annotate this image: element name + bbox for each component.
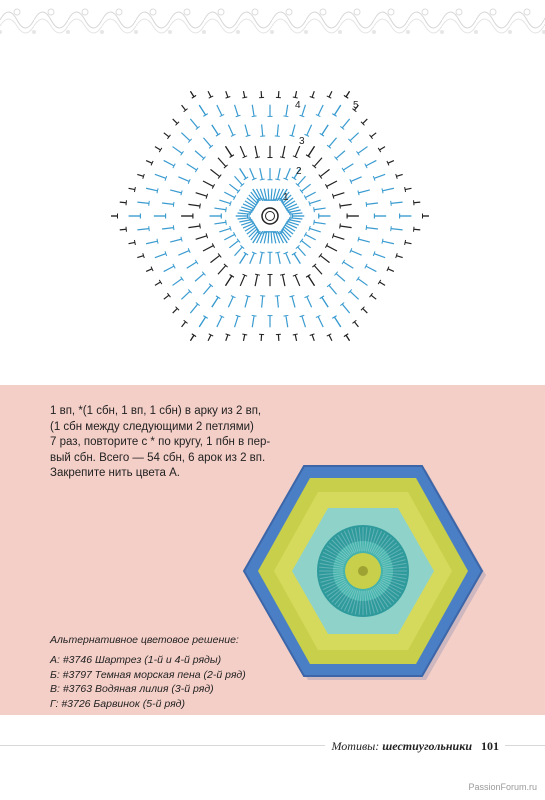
- stitch-bar: [314, 207, 315, 212]
- stitch-bar: [230, 226, 231, 231]
- stitch-mark: [264, 232, 266, 243]
- stitch-bar: [283, 116, 288, 117]
- stitch-bar: [382, 239, 383, 244]
- stitch-bar: [396, 253, 397, 258]
- stitch-bar: [332, 233, 333, 238]
- stitch-mark: [307, 297, 312, 308]
- stitch-mark: [396, 174, 402, 176]
- stitch-mark: [298, 247, 306, 256]
- stitch-mark: [358, 147, 368, 154]
- stitch-mark: [219, 200, 230, 203]
- stitch-mark: [329, 91, 332, 97]
- stitch-bar: [246, 296, 251, 297]
- stitch-mark: [366, 266, 376, 271]
- stitch-mark: [312, 91, 314, 97]
- stitch-mark: [307, 125, 312, 136]
- stitch-mark: [182, 322, 186, 327]
- stitch-bar: [293, 334, 298, 335]
- stitch-mark: [137, 174, 143, 176]
- stitch-bar: [206, 194, 207, 199]
- alternative-color-scheme: [50, 633, 290, 711]
- stitch-bar: [391, 226, 392, 231]
- stitch-bar: [289, 210, 290, 215]
- stitch-mark: [336, 274, 345, 282]
- stitch-mark: [212, 125, 218, 135]
- stitch-mark: [268, 232, 269, 244]
- stitch-mark: [333, 236, 344, 239]
- stitch-bar: [173, 225, 174, 230]
- stitch-mark: [187, 164, 197, 170]
- stitch-mark: [210, 255, 219, 262]
- stitch-mark: [363, 119, 368, 124]
- stitch-mark: [226, 91, 228, 97]
- instruction-line: 1 вп, *(1 сбн, 1 вп, 1 сбн) в арку из 2 вп,: [50, 405, 262, 417]
- stitch-mark: [308, 276, 314, 286]
- stitch-mark: [217, 105, 222, 116]
- stitch-bar: [157, 239, 158, 244]
- stitch-mark: [218, 266, 226, 275]
- stitch-mark: [268, 189, 269, 201]
- instruction-line: (1 сбн между следующими 2 петлями): [50, 420, 254, 433]
- stitch-mark: [173, 279, 183, 286]
- stitch-mark: [391, 229, 403, 230]
- stitch-mark: [203, 181, 213, 186]
- stitch-mark: [310, 228, 321, 231]
- stitch-bar: [391, 201, 392, 206]
- stitch-mark: [350, 291, 359, 299]
- stitch-mark: [238, 213, 250, 214]
- stitch-bar: [283, 315, 288, 316]
- stitch-mark: [346, 91, 349, 96]
- stitch-bar: [226, 220, 227, 225]
- stitch-mark: [225, 276, 231, 286]
- stitch-mark: [137, 202, 149, 203]
- color-item: Г: #3726 Барвинок (5-й ряд): [50, 697, 185, 710]
- stitch-bar: [252, 315, 257, 316]
- crochet-chart-diagram: [95, 66, 445, 364]
- stitch-mark: [282, 275, 284, 286]
- stitch-mark: [350, 133, 359, 141]
- stitch-mark: [286, 105, 288, 117]
- row-label-1: 1: [283, 192, 289, 203]
- stitch-bar: [405, 187, 406, 192]
- stitch-mark: [358, 190, 369, 193]
- stitch-mark: [225, 146, 231, 156]
- stitch-mark: [301, 184, 310, 191]
- stitch-mark: [235, 105, 239, 116]
- stitch-mark: [396, 256, 402, 258]
- stitch-mark: [333, 193, 344, 196]
- color-item: Б: #3797 Темная морская пена (2-й ряд): [50, 668, 246, 681]
- stitch-mark: [252, 105, 254, 117]
- stitch-mark: [286, 253, 291, 264]
- stitch-mark: [329, 335, 332, 341]
- stitch-mark: [343, 164, 353, 170]
- stitch-mark: [336, 151, 345, 159]
- stitch-mark: [366, 160, 376, 165]
- stitch-mark: [334, 317, 340, 327]
- stitch-mark: [273, 189, 275, 200]
- row-label-3: 3: [299, 136, 305, 147]
- stitch-mark: [262, 296, 263, 308]
- stitch-bar: [206, 233, 207, 238]
- stitch-mark: [164, 133, 169, 137]
- stitch-mark: [190, 91, 193, 96]
- stitch-bar: [287, 208, 288, 213]
- stitch-bar: [252, 219, 253, 224]
- stitch-mark: [379, 147, 385, 150]
- stitch-mark: [219, 228, 230, 231]
- stitch-mark: [214, 208, 226, 210]
- stitch-mark: [217, 316, 222, 327]
- stitch-bar: [280, 157, 285, 158]
- stitch-mark: [228, 125, 233, 136]
- stitch-mark: [228, 297, 233, 308]
- stitch-bar: [173, 202, 174, 207]
- stitch-mark: [327, 246, 337, 251]
- stitch-mark: [388, 269, 394, 272]
- stitch-bar: [230, 201, 231, 206]
- row-label-2: 2: [296, 166, 302, 177]
- stitch-mark: [294, 254, 300, 264]
- stitch-mark: [295, 146, 300, 157]
- stitch-mark: [155, 254, 166, 258]
- stitch-mark: [229, 184, 238, 191]
- stitch-mark: [224, 234, 234, 239]
- stitch-mark: [277, 124, 278, 136]
- stitch-bar: [358, 237, 359, 242]
- stitch-mark: [314, 208, 326, 210]
- stitch-bar: [242, 97, 247, 98]
- stitch-mark: [310, 200, 321, 203]
- stitch-mark: [255, 275, 257, 286]
- stitch-mark: [351, 177, 362, 182]
- stitch-mark: [314, 158, 322, 167]
- stitch-bar: [255, 274, 260, 275]
- instruction-line: вый сбн. Всего — 54 сбн, 6 арок из 2 вп.: [50, 451, 266, 464]
- stitch-bar: [366, 202, 367, 207]
- stitch-bar: [181, 237, 182, 242]
- stitch-bar: [396, 174, 397, 179]
- stitch-mark: [137, 256, 143, 258]
- stitch-mark: [305, 234, 315, 239]
- stitch-mark: [146, 161, 152, 164]
- stitch-mark: [129, 242, 135, 243]
- stitch-mark: [164, 295, 169, 299]
- stitch-bar: [200, 223, 201, 228]
- stitch-mark: [188, 226, 200, 228]
- stitch-mark: [240, 146, 245, 157]
- stitch-mark: [199, 105, 205, 115]
- stitch-mark: [314, 266, 322, 275]
- stitch-mark: [334, 105, 340, 115]
- instruction-line: Закрепите нить цвета А.: [50, 467, 180, 480]
- stitch-mark: [271, 232, 272, 244]
- stitch-mark: [278, 168, 280, 179]
- stitch-bar: [290, 135, 295, 136]
- stitch-mark: [302, 316, 306, 327]
- stitch-mark: [164, 266, 174, 271]
- stitch-mark: [318, 316, 323, 327]
- stitch-mark: [278, 252, 280, 263]
- stitch-bar: [181, 190, 182, 195]
- stitch-mark: [155, 282, 161, 285]
- stitch-mark: [120, 202, 126, 203]
- stitch-mark: [170, 239, 181, 242]
- stitch-mark: [292, 296, 295, 307]
- stitch-mark: [273, 232, 275, 243]
- stitch-mark: [329, 285, 337, 294]
- stitch-mark: [318, 105, 323, 116]
- stitch-mark: [240, 168, 246, 178]
- stitch-mark: [240, 254, 246, 264]
- stitch-mark: [329, 138, 337, 147]
- stitch-mark: [155, 174, 166, 178]
- stitch-mark: [190, 335, 193, 340]
- stitch-bar: [250, 217, 251, 222]
- page-footer: [325, 739, 505, 754]
- stitch-mark: [282, 146, 284, 157]
- stitch-mark: [286, 168, 291, 179]
- stitch-mark: [226, 335, 228, 341]
- stitch-mark: [302, 105, 306, 116]
- stitch-mark: [374, 174, 385, 178]
- stitch-bar: [290, 296, 295, 297]
- stitch-mark: [388, 161, 394, 164]
- stitch-mark: [391, 202, 403, 203]
- stitch-mark: [203, 246, 213, 251]
- stitch-mark: [312, 335, 314, 341]
- stitch-mark: [195, 274, 204, 282]
- stitch-bar: [275, 179, 280, 180]
- stitch-bar: [275, 252, 280, 253]
- stitch-mark: [327, 181, 337, 186]
- stitch-mark: [188, 204, 200, 206]
- stitch-mark: [260, 252, 262, 263]
- stitch-bar: [405, 240, 406, 245]
- stitch-mark: [308, 146, 314, 156]
- stitch-mark: [224, 192, 234, 197]
- stitch-mark: [240, 275, 245, 286]
- stitch-bar: [143, 174, 144, 179]
- stitch-mark: [162, 203, 174, 204]
- stitch-mark: [342, 119, 349, 128]
- stitch-bar: [382, 188, 383, 193]
- stitch-bar: [260, 179, 265, 180]
- stitch-mark: [173, 147, 183, 154]
- stitch-mark: [298, 176, 306, 185]
- stitch-mark: [358, 279, 368, 286]
- stitch-mark: [146, 269, 152, 272]
- stitch-mark: [245, 125, 248, 136]
- stitch-bar: [293, 97, 298, 98]
- stitch-mark: [277, 296, 278, 308]
- stitch-mark: [340, 226, 352, 228]
- chart-center-ring: [262, 208, 278, 224]
- stitch-bar: [366, 225, 367, 230]
- stitch-mark: [235, 316, 239, 327]
- stitch-mark: [255, 146, 257, 157]
- stitch-bar: [149, 201, 150, 206]
- stitch-mark: [199, 317, 205, 327]
- stitch-bar: [149, 226, 150, 231]
- page-number: 101: [481, 739, 499, 753]
- stitch-mark: [120, 229, 126, 230]
- stitch-mark: [218, 158, 226, 167]
- stitch-mark: [164, 160, 174, 165]
- stitch-mark: [181, 133, 190, 141]
- footer-subsection: шестиугольники: [382, 739, 472, 753]
- stitch-mark: [295, 275, 300, 286]
- stitch-mark: [295, 91, 296, 97]
- stitch-mark: [239, 210, 250, 212]
- stitch-mark: [129, 188, 135, 189]
- stitch-mark: [405, 188, 411, 189]
- stitch-mark: [363, 308, 368, 313]
- stitch-mark: [214, 222, 226, 224]
- row-label-4: 4: [295, 100, 301, 111]
- stitch-mark: [196, 193, 207, 196]
- stitch-mark: [235, 176, 243, 185]
- stitch-mark: [190, 119, 197, 128]
- stitch-mark: [178, 177, 189, 182]
- stitch-mark: [245, 296, 248, 307]
- stitch-bar: [332, 194, 333, 199]
- stitch-mark: [235, 247, 243, 256]
- alternative-title: Альтернативное цветовое решение:: [50, 634, 239, 646]
- stitch-mark: [366, 228, 378, 229]
- stitch-bar: [255, 157, 260, 158]
- stitch-bar: [340, 204, 341, 209]
- row-label-5: 5: [353, 100, 359, 111]
- color-item: В: #3763 Водяная лилия (3-й ряд): [50, 683, 214, 696]
- stitch-mark: [210, 169, 219, 176]
- stitch-mark: [371, 295, 376, 299]
- stitch-mark: [203, 138, 211, 147]
- stitch-bar: [226, 207, 227, 212]
- stitch-mark: [173, 308, 178, 313]
- stitch-mark: [405, 242, 411, 243]
- stitch-bar: [309, 226, 310, 231]
- stitch-bar: [134, 240, 135, 245]
- stitch-mark: [346, 335, 349, 340]
- stitch-mark: [289, 220, 300, 222]
- stitch-mark: [382, 241, 393, 244]
- stitch-bar: [260, 252, 265, 253]
- decorative-top-border: [0, 0, 545, 40]
- stitch-bar: [157, 188, 158, 193]
- stitch-bar: [280, 274, 285, 275]
- stitch-mark: [229, 241, 238, 248]
- instruction-line: 7 раз, повторите с * по кругу, 1 пбн в пер-: [50, 436, 271, 449]
- stitch-mark: [320, 169, 329, 176]
- stitch-bar: [314, 220, 315, 225]
- stitch-mark: [286, 316, 288, 328]
- stitch-mark: [314, 222, 326, 224]
- stitch-mark: [340, 204, 352, 206]
- stitch-mark: [187, 262, 197, 268]
- stitch-mark: [250, 168, 255, 179]
- stitch-mark: [208, 91, 211, 97]
- watermark: PassionForum.ru: [468, 782, 537, 792]
- stitch-mark: [374, 254, 385, 258]
- stitch-mark: [264, 189, 266, 200]
- stitch-bar: [340, 223, 341, 228]
- stitch-bar: [200, 204, 201, 209]
- stitch-mark: [320, 255, 329, 262]
- stitch-mark: [252, 316, 254, 328]
- stitch-bar: [134, 187, 135, 192]
- stitch-mark: [170, 190, 181, 193]
- stitch-mark: [271, 189, 272, 201]
- stitch-mark: [195, 151, 204, 159]
- stitch-mark: [366, 203, 378, 204]
- color-item: А: #3746 Шартрез (1-й и 4-й ряды): [50, 654, 222, 667]
- stitch-mark: [146, 241, 157, 244]
- stitch-mark: [243, 91, 244, 97]
- stitch-mark: [137, 229, 149, 230]
- stitch-mark: [203, 285, 211, 294]
- stitch-mark: [322, 125, 328, 135]
- stitch-mark: [208, 335, 211, 341]
- stitch-mark: [382, 188, 393, 191]
- stitch-mark: [178, 251, 189, 256]
- stitch-mark: [295, 335, 296, 341]
- stitch-mark: [305, 192, 315, 197]
- stitch-mark: [155, 147, 161, 150]
- stitch-mark: [343, 262, 353, 268]
- stitch-bar: [246, 135, 251, 136]
- stitch-mark: [173, 119, 178, 124]
- stitch-mark: [414, 202, 420, 203]
- stitch-mark: [196, 236, 207, 239]
- stitch-mark: [212, 297, 218, 307]
- stitch-bar: [309, 201, 310, 206]
- stitch-mark: [181, 291, 190, 299]
- stitch-mark: [358, 239, 369, 242]
- stitch-mark: [190, 304, 197, 313]
- stitch-bar: [252, 116, 257, 117]
- stitch-mark: [342, 304, 349, 313]
- stitch-mark: [371, 133, 376, 137]
- stitch-mark: [379, 282, 385, 285]
- stitch-bar: [143, 253, 144, 258]
- stitch-mark: [250, 253, 255, 264]
- chart-rings: [111, 91, 429, 341]
- stitch-mark: [262, 124, 263, 136]
- stitch-bar: [242, 334, 247, 335]
- stitch-mark: [301, 241, 310, 248]
- stitch-mark: [146, 188, 157, 191]
- stitch-mark: [182, 105, 186, 110]
- stitch-mark: [260, 168, 262, 179]
- stitch-mark: [354, 322, 358, 327]
- stitch-mark: [322, 297, 328, 307]
- stitch-bar: [358, 190, 359, 195]
- stitch-mark: [243, 335, 244, 341]
- stitch-mark: [351, 251, 362, 256]
- footer-section: Мотивы:: [331, 739, 380, 753]
- stitch-mark: [292, 125, 295, 136]
- stitch-mark: [414, 229, 420, 230]
- stitch-mark: [162, 228, 174, 229]
